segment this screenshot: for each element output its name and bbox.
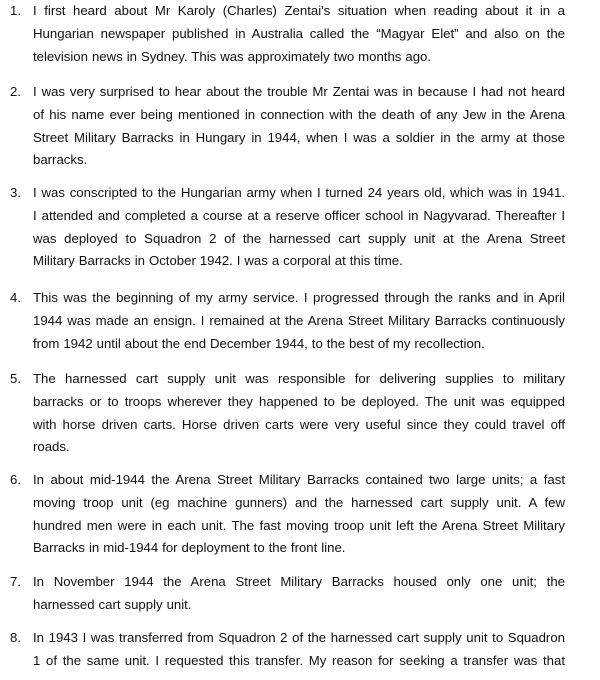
paragraph-text <box>33 368 565 459</box>
paragraph-number: 6. <box>10 472 21 487</box>
text-line: 1944 was made an ensign. I remained at the Arena Street Military Barracks continuously <box>33 312 565 328</box>
text-line: barracks or to troops wherever they happened to be deployed. The unit was equipped <box>33 393 565 409</box>
paragraph-text <box>33 627 565 673</box>
paragraph-number: 5. <box>10 371 21 386</box>
text-line: of his name ever being mentioned in connection with the death of any Jew in the Arena <box>33 106 565 122</box>
text-line: Military Barracks in October 1942. I was a corporal at this time. <box>33 253 403 269</box>
text-line: barracks. <box>33 152 88 168</box>
paragraph-text <box>33 571 565 617</box>
paragraph-text <box>33 469 565 560</box>
paragraph-text <box>33 0 565 68</box>
text-line: In about mid-1944 the Arena Street Military Barracks contained two large units; a fast <box>33 472 565 487</box>
text-line: with horse driven carts. Horse driven carts were very useful since they could travel off <box>33 416 565 432</box>
text-line: television news in Sydney. This was approximately two months ago. <box>33 48 432 64</box>
text-line: Street Military Barracks in Hungary in 1944, when I was a soldier in the army at those <box>33 129 565 145</box>
text-line: I was conscripted to the Hungarian army when I turned 24 years old, which was in 1941. <box>33 185 565 200</box>
paragraph-number: 8. <box>10 630 21 645</box>
text-line: Barracks in mid-1944 for deployment to the front line. <box>33 540 346 556</box>
paragraph-number: 4. <box>10 290 21 305</box>
text-line: The harnessed cart supply unit was responsible for delivering supplies to military <box>33 371 565 386</box>
paragraph-number: 3. <box>10 185 21 200</box>
paragraph-number: 2. <box>10 84 21 99</box>
text-line: I attended and completed a course at a reserve officer school in Nagyvarad. Thereafter I <box>33 207 565 223</box>
text-line: 1 of the same unit. I requested this transfer. My reason for seeking a transfer was that <box>33 652 565 668</box>
text-line: In 1943 I was transferred from Squadron 2 of the harnessed cart supply unit to Squadron <box>33 630 565 645</box>
text-line: I first heard about Mr Karoly (Charles) Zentai's situation when reading about it in a <box>33 3 565 18</box>
text-line: In November 1944 the Arena Street Military Barracks housed only one unit; the <box>33 574 565 589</box>
text-line: was deployed to Squadron 2 of the harnessed cart supply unit at the Arena Street <box>33 230 565 246</box>
paragraph-number: 1. <box>10 3 21 18</box>
text-line: moving troop unit (eg machine gunners) and the harnessed cart supply unit. A few <box>33 494 565 510</box>
text-line: from 1942 until about the end December 1944, to the best of my recollection. <box>33 335 485 351</box>
paragraph-text <box>33 182 565 273</box>
paragraph-number: 7. <box>10 574 21 589</box>
text-line: harnessed cart supply unit. <box>33 596 192 612</box>
text-line: I was very surprised to hear about the trouble Mr Zentai was in because I had not heard <box>33 84 565 99</box>
text-line: This was the beginning of my army service. I progressed through the ranks and in April <box>33 290 565 305</box>
text-line: roads. <box>33 439 70 455</box>
text-line: Hungarian newspaper published in Australia called the “Magyar Elet” and also on the <box>33 25 565 41</box>
text-line: hundred men were in each unit. The fast moving troop unit left the Arena Street Military <box>33 517 565 533</box>
paragraph-text <box>33 81 565 172</box>
paragraph-text <box>33 287 565 355</box>
